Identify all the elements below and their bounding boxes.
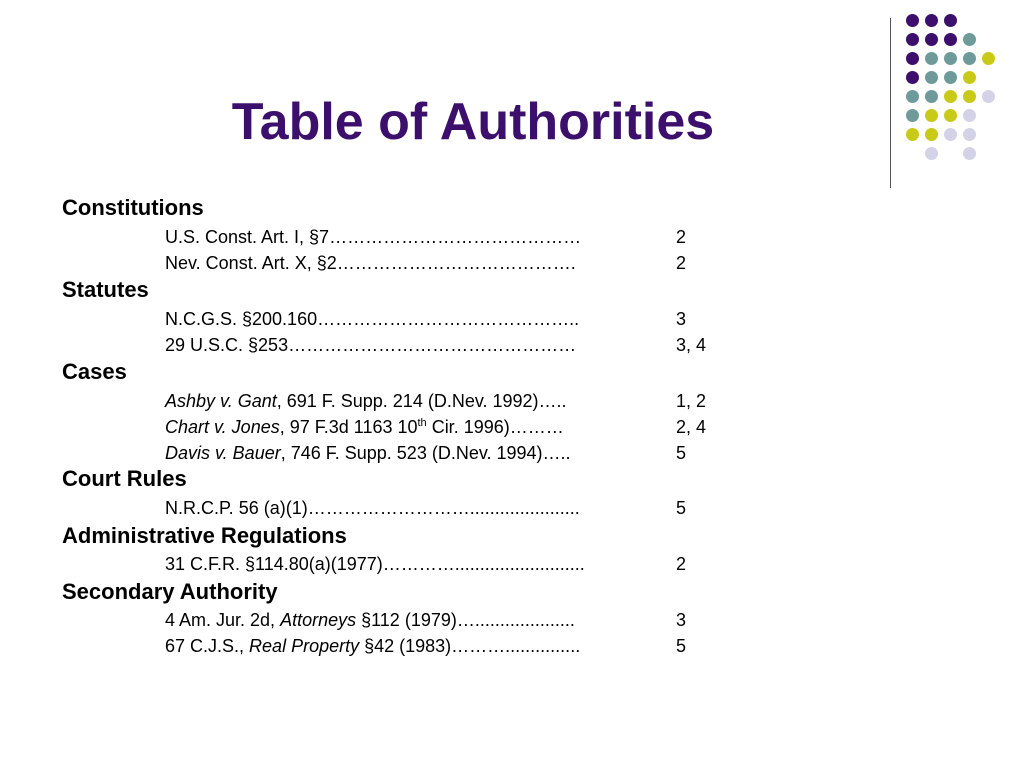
- section-heading: Constitutions: [62, 195, 204, 220]
- page-reference: 5: [676, 636, 687, 656]
- decor-dot: [963, 90, 976, 103]
- decor-dot: [906, 14, 919, 27]
- ordinal-suffix: th: [417, 417, 427, 429]
- citation-part: , 97 F.3d 1163 10: [279, 417, 418, 437]
- page-reference: 3: [676, 610, 687, 630]
- decor-dot: [982, 52, 995, 65]
- citation-text: [165, 635, 580, 657]
- citation-part: 67 C.J.S.,: [165, 636, 250, 656]
- decor-dot: [944, 33, 957, 46]
- citation-text: [165, 226, 581, 248]
- page-reference: 2: [676, 253, 687, 273]
- citation-part: N.R.C.P. 56 (a)(1)………………………......................: [165, 498, 580, 518]
- decor-dot: [963, 128, 976, 141]
- section-heading: Statutes: [62, 277, 149, 302]
- case-name: Real Property: [249, 636, 360, 656]
- decor-dot: [944, 90, 957, 103]
- citation-part: §42 (1983)………...............: [359, 636, 581, 656]
- page-title: Table of Authorities: [231, 93, 715, 151]
- decor-dot: [944, 128, 957, 141]
- page-reference: 5: [676, 498, 687, 518]
- page-reference: 2, 4: [676, 417, 707, 437]
- citation-text: [165, 416, 564, 438]
- section-heading: Court Rules: [62, 466, 187, 491]
- decor-dot: [925, 109, 938, 122]
- citation-text: [165, 497, 580, 519]
- decor-dot: [906, 90, 919, 103]
- section-heading: Cases: [62, 359, 127, 384]
- citation-text: [165, 553, 585, 575]
- decor-dot: [925, 52, 938, 65]
- page-reference: 3: [676, 309, 687, 329]
- citation-part: 29 U.S.C. §253…………………………………………: [165, 335, 577, 355]
- citation-part: 31 C.F.R. §114.80(a)(1977)…………..........................: [165, 554, 585, 574]
- decor-dot: [982, 90, 995, 103]
- decor-dot: [963, 33, 976, 46]
- decor-dot: [906, 109, 919, 122]
- citation-part: , 746 F. Supp. 523 (D.Nev. 1994)…..: [280, 443, 571, 463]
- page-reference: 2: [676, 554, 687, 574]
- citation-part: Cir. 1996)………: [426, 417, 564, 437]
- vertical-divider: [890, 18, 891, 188]
- decor-dot: [944, 14, 957, 27]
- decor-dot: [963, 109, 976, 122]
- dot-grid-decoration: [906, 14, 1006, 164]
- page-reference: 3, 4: [676, 335, 707, 355]
- citation-text: [165, 442, 571, 464]
- decor-dot: [906, 33, 919, 46]
- citation-part: Nev. Const. Art. X, §2………………………………….: [165, 253, 576, 273]
- citation-part: §112 (1979)…....................: [356, 610, 575, 630]
- case-name: Attorneys: [280, 610, 357, 630]
- decor-dot: [944, 52, 957, 65]
- decor-dot: [925, 128, 938, 141]
- page-reference: 1, 2: [676, 391, 707, 411]
- case-name: Ashby v. Gant: [165, 391, 277, 411]
- decor-dot: [925, 90, 938, 103]
- decor-dot: [944, 71, 957, 84]
- decor-dot: [925, 71, 938, 84]
- citation-part: N.C.G.S. §200.160……………………………………..: [165, 309, 580, 329]
- page-reference: 5: [676, 443, 687, 463]
- decor-dot: [963, 71, 976, 84]
- decor-dot: [944, 109, 957, 122]
- decor-dot: [906, 71, 919, 84]
- citation-text: [165, 334, 576, 356]
- citation-part: , 691 F. Supp. 214 (D.Nev. 1992)…..: [276, 391, 567, 411]
- decor-dot: [925, 14, 938, 27]
- case-name: Chart v. Jones: [165, 417, 280, 437]
- decor-dot: [906, 128, 919, 141]
- citation-text: [165, 390, 567, 412]
- citation-part: U.S. Const. Art. I, §7……………………………………: [165, 227, 582, 247]
- decor-dot: [963, 147, 976, 160]
- case-name: Davis v. Bauer: [165, 443, 281, 463]
- section-heading: Secondary Authority: [62, 579, 278, 604]
- decor-dot: [925, 33, 938, 46]
- citation-text: [165, 308, 579, 330]
- page-reference: 2: [676, 227, 687, 247]
- decor-dot: [963, 52, 976, 65]
- decor-dot: [925, 147, 938, 160]
- decor-dot: [906, 52, 919, 65]
- section-heading: Administrative Regulations: [62, 523, 347, 548]
- citation-text: [165, 252, 576, 274]
- citation-text: [165, 609, 575, 631]
- citation-part: 4 Am. Jur. 2d,: [165, 610, 281, 630]
